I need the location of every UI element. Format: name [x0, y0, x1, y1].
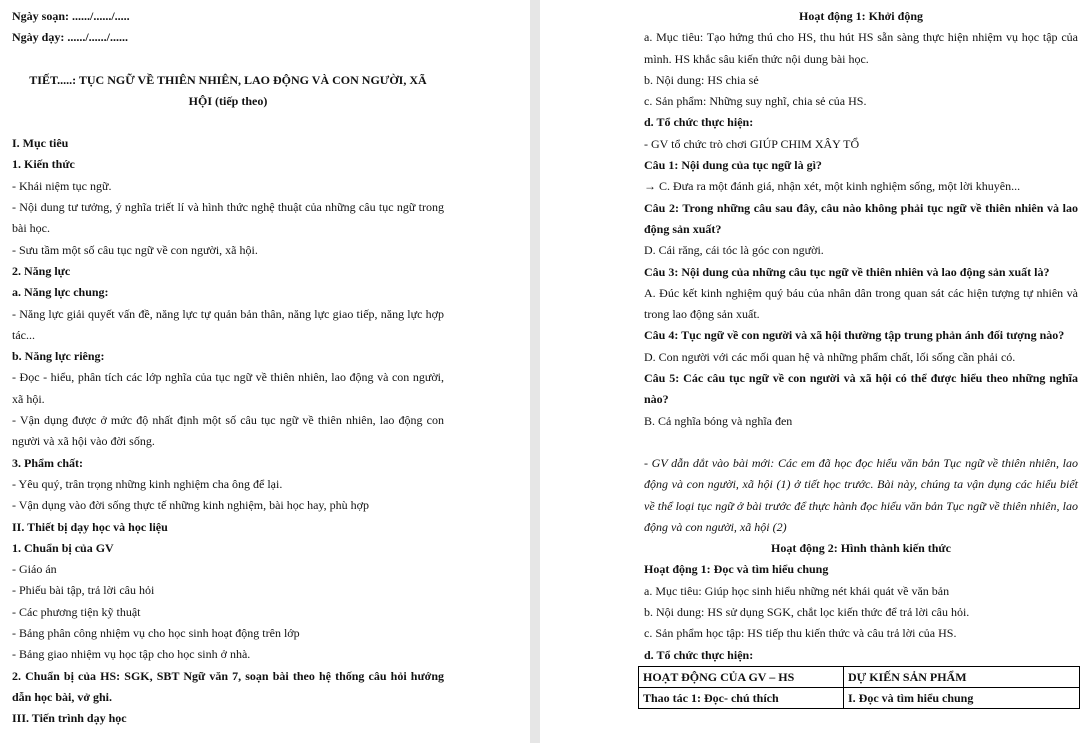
heading-teaching-process: III. Tiến trình dạy học [12, 711, 127, 726]
heading-qualities: 3. Phẩm chất: [12, 455, 83, 470]
heading-knowledge: 1. Kiến thức [12, 157, 75, 172]
question-2: Câu 2: Trong những câu sau đây, câu nào không phải tục ngữ về thiên nhiên và lao động sản xuất? [644, 200, 1078, 236]
heading-objectives: I. Mục tiêu [12, 136, 69, 151]
question-1: Câu 1: Nội dung của tục ngữ là gì? [644, 158, 822, 173]
product-line: c. Sản phẩm học tập: HS tiếp thu kiến thức và câu trả lời của HS. [644, 626, 957, 641]
heading-equipment: II. Thiết bị dạy học và học liệu [12, 519, 168, 534]
answer-1: → C. Đưa ra một đánh giá, nhận xét, một kinh nghiệm sống, một lời khuyên... [644, 179, 1021, 194]
spacer [644, 432, 1078, 453]
implementation-heading: d. Tổ chức thực hiện: [644, 115, 754, 130]
question-3: Câu 3: Nội dung của những câu tục ngữ về thiên nhiên và lao động sản xuất là? [644, 264, 1050, 279]
implementation-heading: d. Tổ chức thực hiện: [644, 647, 754, 662]
text-line: - Vận dụng vào đời sống thực tế những kinh nghiệm, bài học hay, phù hợp [12, 498, 369, 513]
date-prepared: Ngày soạn: ....../....../..... [12, 9, 130, 23]
table-cell: I. Đọc và tìm hiểu chung [844, 687, 1080, 708]
text-paragraph: - Nội dung tư tưởng, ý nghĩa triết lí và hình thức nghệ thuật của những câu tục ngữ trong bài học. [12, 200, 444, 236]
objective-line: a. Mục tiêu: Giúp học sinh hiểu những nét khái quát về văn bản [644, 583, 950, 598]
intro-paragraph: - GV dẫn dắt vào bài mới: Các em đã học đọc hiểu văn bản Tục ngữ về thiên nhiên, lao động và con người, xã hội (1) ở tiết học trước. Bài này, chúng ta vận dụng các hiểu biết về thể loại tục ngữ ở bài trước để thực hành đọc hiểu văn bản Tục ngữ về thiên nhiên, lao động và con người, xã hội (2) [644, 455, 1078, 534]
student-prep-paragraph: 2. Chuẩn bị của HS: SGK, SBT Ngữ văn 7, soạn bài theo hệ thống câu hỏi hướng dẫn học bài, vở ghi. [12, 668, 444, 704]
text-line: - Giáo án [12, 562, 57, 577]
page-left-content [12, 6, 444, 730]
text-paragraph: - Năng lực giải quyết vấn đề, năng lực tự quản bản thân, năng lực giao tiếp, năng lực hợp tác... [12, 306, 444, 342]
heading-specific-competence: b. Năng lực riêng: [12, 349, 105, 364]
table-header-cell: DỰ KIẾN SẢN PHẨM [844, 666, 1080, 687]
heading-teacher-prep: 1. Chuẩn bị của GV [12, 540, 114, 555]
product-line: c. Sản phẩm: Những suy nghĩ, chia sẻ của HS. [644, 94, 867, 109]
objective-paragraph: a. Mục tiêu: Tạo hứng thú cho HS, thu hút HS sẵn sàng thực hiện nhiệm vụ học tập của mình. HS khắc sâu kiến thức nội dung bài học. [644, 30, 1078, 66]
text-paragraph: - Vận dụng được ở mức độ nhất định một số câu tục ngữ về thiên nhiên, lao động con người và xã hội vào đời sống. [12, 413, 444, 449]
activity-table [638, 666, 1080, 709]
activity-2-subtitle: Hoạt động 1: Đọc và tìm hiểu chung [644, 562, 829, 577]
answer-2: D. Cái răng, cái tóc là góc con người. [644, 243, 824, 258]
document-page-left [0, 0, 530, 743]
text-line: - Sưu tầm một số câu tục ngữ về con người, xã hội. [12, 242, 258, 257]
question-4: Câu 4: Tục ngữ về con người và xã hội thường tập trung phản ánh đối tượng nào? [644, 328, 1065, 343]
question-5: Câu 5: Các câu tục ngữ về con người và xã hội có thể được hiểu theo những nghĩa nào? [644, 371, 1078, 407]
content-line: b. Nội dung: HS chia sẻ [644, 72, 759, 87]
text-paragraph: - Đọc - hiểu, phân tích các lớp nghĩa của tục ngữ về thiên nhiên, lao động và con người, xã hội. [12, 370, 444, 406]
activity-2-title: Hoạt động 2: Hình thành kiến thức [771, 541, 951, 556]
page-right-content [644, 6, 1078, 709]
content-line: b. Nội dung: HS sử dụng SGK, chắt lọc kiến thức để trả lời câu hỏi. [644, 605, 970, 620]
heading-general-competence: a. Năng lực chung: [12, 285, 109, 300]
answer-3: A. Đúc kết kinh nghiệm quý báu của nhân dân trong quan sát các hiện tượng tự nhiên và trong lao động sản xuất. [644, 285, 1078, 322]
text-line: - Khái niệm tục ngữ. [12, 178, 112, 193]
lesson-title-line-2: HỘI (tiếp theo) [188, 93, 268, 108]
answer-4: D. Con người với các mối quan hệ và những phẩm chất, lối sống cần phải có. [644, 349, 1016, 364]
table-header-row [639, 666, 1080, 687]
table-row [639, 687, 1080, 708]
text-line: - Yêu quý, trân trọng những kinh nghiệm cha ông để lại. [12, 476, 283, 491]
activity-1-title: Hoạt động 1: Khởi động [798, 9, 923, 23]
table-cell: Thao tác 1: Đọc- chú thích [639, 687, 844, 708]
spacer [12, 49, 444, 70]
text-line: - Bảng giao nhiệm vụ học tập cho học sinh ở nhà. [12, 647, 251, 662]
table-header-cell: HOẠT ĐỘNG CỦA GV – HS [639, 666, 844, 687]
text-line: - Bảng phân công nhiệm vụ cho học sinh hoạt động trên lớp [12, 626, 300, 641]
answer-5: B. Cả nghĩa bóng và nghĩa đen [644, 413, 793, 428]
document-page-right [540, 0, 1087, 743]
spacer [12, 112, 444, 133]
text-line: - Phiếu bài tập, trả lời câu hỏi [12, 583, 155, 598]
text-line: - Các phương tiện kỹ thuật [12, 604, 141, 619]
date-taught: Ngày dạy: ....../....../...... [12, 30, 129, 45]
heading-competence: 2. Năng lực [12, 263, 71, 278]
game-line: - GV tổ chức trò chơi GIÚP CHIM XÂY TỔ [644, 136, 860, 151]
lesson-title-line-1: TIẾT.....: TỤC NGỮ VỀ THIÊN NHIÊN, LAO ĐỘNG VÀ CON NGƯỜI, XÃ [29, 72, 427, 87]
